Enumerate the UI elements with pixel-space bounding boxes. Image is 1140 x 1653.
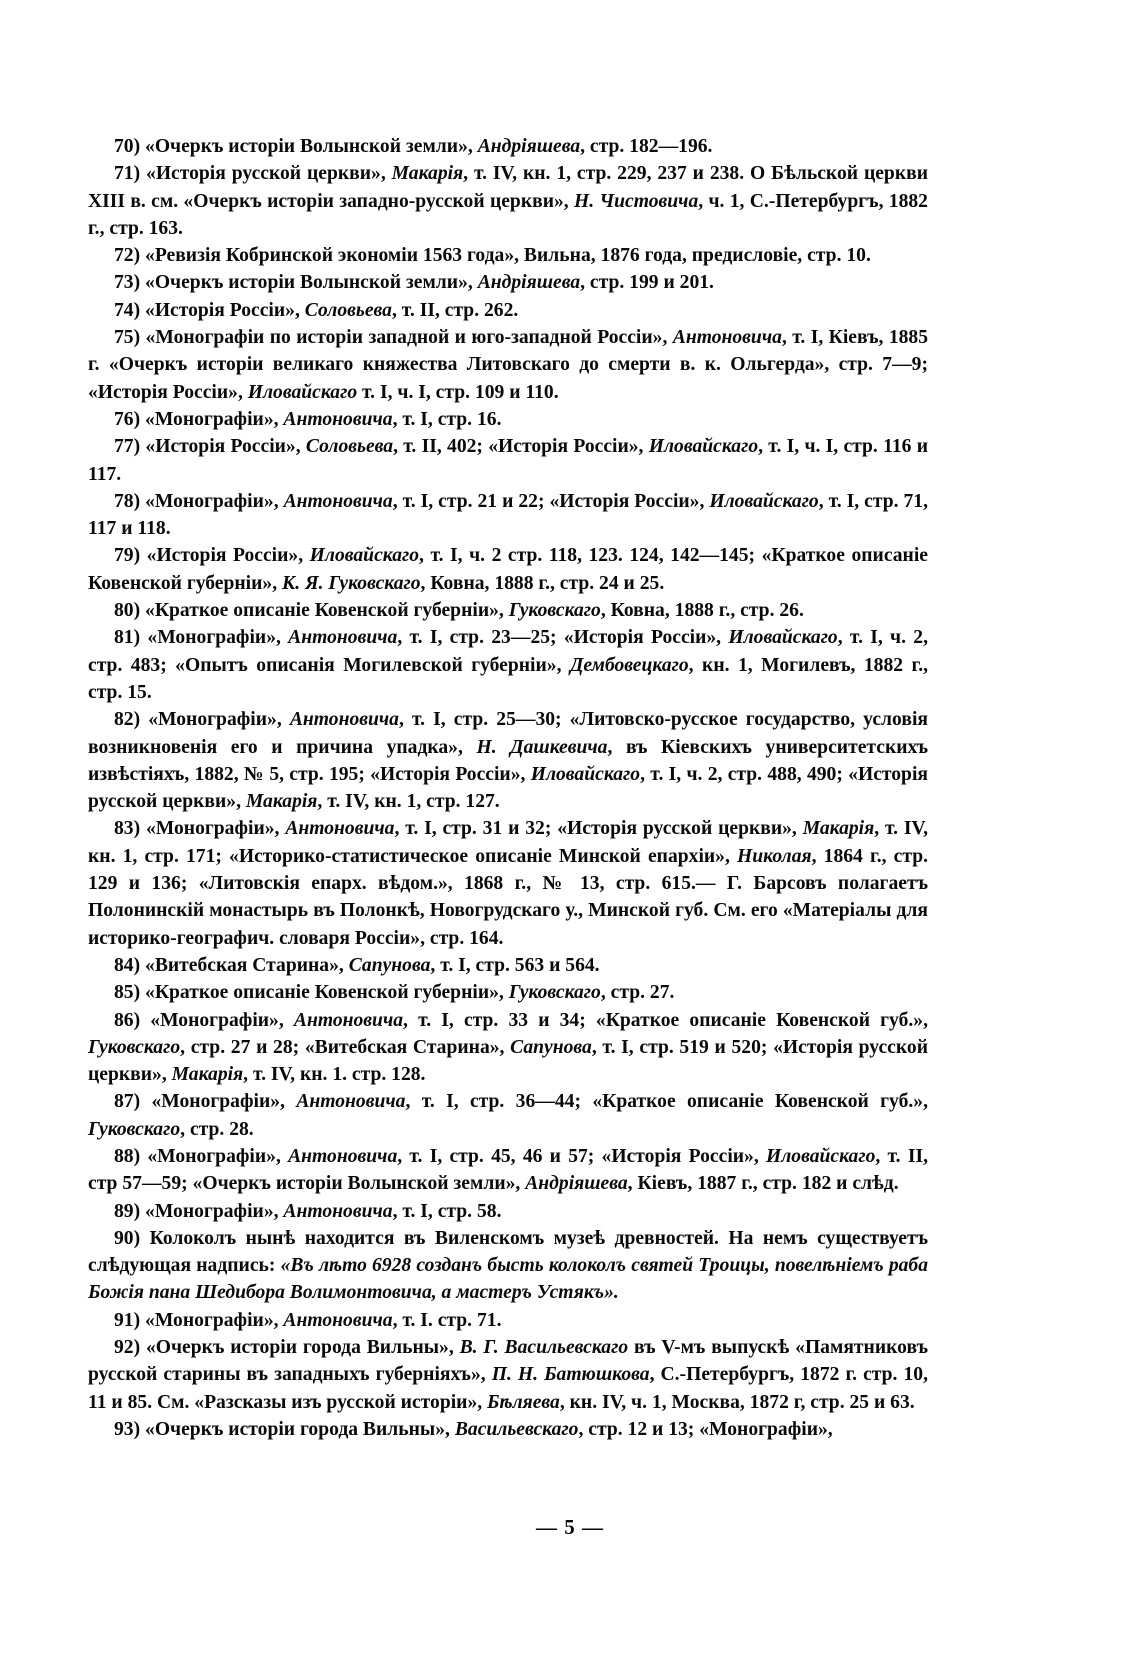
endnote-text: 70) «Очеркъ исторіи Волынской земли», — [114, 136, 478, 157]
endnotes-list — [88, 133, 928, 1443]
endnote — [88, 1416, 928, 1443]
endnote-text: , ч. 1, С.-Петербургъ, 1882 г., стр. 163. — [88, 190, 928, 239]
endnote-text: 73) «Очеркъ исторіи Волынской земли», — [114, 272, 478, 294]
endnote-text: 92) «Очеркъ исторіи города Вильны», — [114, 1337, 460, 1359]
endnote-text: 77) «Исторія Россіи», — [114, 436, 306, 458]
endnote-text: , т. II, стр. 262. — [391, 299, 519, 321]
endnote-text: , т. I, ч. 2, стр. 488, 490; «Исторія русской церкви», — [88, 763, 929, 813]
endnote-italic-text: Соловьева — [304, 299, 392, 321]
endnote-text: , въ Кіевскихъ университетскихъ извѣстіяхъ, 1882, № 5, стр. 195; «Исторія Россіи», — [88, 736, 929, 785]
endnote-italic-text: Иловайскаго — [728, 627, 838, 649]
endnote-text: 80) «Краткое описаніе Ковенской губерніи», — [114, 600, 509, 622]
endnote-text: , т. I, стр. 21 и 22; «Исторія Россіи», — [392, 490, 710, 512]
endnote-text: т. I, ч. I, стр. 109 и 110. — [357, 381, 559, 403]
endnote — [88, 1088, 928, 1143]
endnote-text: , т. I, ч. 2, стр. 483; «Опытъ описанія Могилевской губерніи», — [88, 627, 928, 676]
endnote-text: , стр. 199 и 201. — [580, 272, 714, 294]
endnote-italic-text: Николая — [737, 845, 812, 867]
endnote-text: , стр. 28. — [180, 1118, 254, 1140]
endnote-text: 89) «Монографіи», — [114, 1200, 284, 1222]
endnote-text: , т. I, стр. 58. — [392, 1200, 502, 1222]
endnote-italic-text: «Въ лѣто 6928 созданъ бысть колоколъ святей Троицы, повелѣніемъ раба Божія пана Шедибора Волимонтовича, а мастеръ Устякъ». — [88, 1255, 928, 1304]
endnote-text: 84) «Витебская Старина», — [114, 954, 349, 976]
endnote-text: , т. II, стр 57—59; «Очеркъ исторіи Волынской земли», — [88, 1145, 928, 1195]
endnote — [88, 488, 928, 543]
endnote-italic-text: Антоновича — [288, 627, 398, 649]
endnote-text: 71) «Исторія русской церкви», — [114, 163, 392, 185]
endnote — [88, 433, 928, 488]
endnote-italic-text: Антоновича — [672, 327, 782, 349]
endnote-italic-text: Сапунова — [348, 954, 431, 976]
endnote-text: , т. I, стр. 563 и 564. — [430, 954, 600, 976]
endnote-text: , т. I, стр. 16. — [392, 408, 502, 430]
endnote — [88, 269, 928, 296]
endnote-italic-text: Антоновича — [289, 709, 399, 731]
endnote-text: , стр. 182—196. — [580, 136, 713, 157]
endnote-text: , 1864 г., стр. 129 и 136; «Литовскія епарх. вѣдом.», 1868 г., № 13, стр. 615.— Г. Барсовъ полагаетъ Полонинскій монастырь въ Полонкѣ, Новогрудскаго у., Минской губ. См. его «Матеріалы для историко-географич. словаря Россіи», стр. 164. — [88, 845, 928, 949]
endnote — [88, 815, 928, 951]
endnote-italic-text: Н. Дашкевича — [476, 736, 608, 758]
endnote-italic-text: Гуковскаго — [88, 1118, 181, 1140]
endnote-text: , Ковна, 1888 г., стр. 26. — [600, 600, 804, 622]
endnote-text: 90) Колоколъ нынѣ находится въ Виленскомъ музеѣ древностей. На немъ существуетъ слѣдующая надпись: — [88, 1227, 928, 1277]
endnote-italic-text: П. Н. Батюшкова — [491, 1364, 650, 1386]
endnote-italic-text: Макарія — [802, 818, 875, 840]
endnote-text: , кн. IV, ч. 1, Москва, 1872 г, стр. 25 и 63. — [559, 1391, 915, 1413]
endnote-text: , т. IV, кн. 1, стр. 127. — [317, 791, 500, 813]
endnote — [88, 297, 928, 324]
endnote-text: 86) «Монографіи», — [114, 1009, 294, 1031]
endnote-text: , т. I. стр. 71. — [392, 1309, 502, 1331]
endnote-italic-text: Антоновича — [283, 408, 393, 430]
endnote — [88, 242, 928, 269]
endnote-italic-text: Антоновича — [283, 490, 393, 512]
endnote-text: 78) «Монографіи», — [114, 490, 284, 512]
endnote — [88, 160, 928, 242]
endnote-italic-text: Андріяшева — [525, 1173, 628, 1195]
endnote-text: , т. IV, кн. 1, стр. 171; «Историко-статистическое описаніе Минской епархіи», — [88, 818, 928, 867]
endnote-italic-text: Иловайскаго — [247, 381, 358, 403]
endnote-text: , т. IV, кн. 1, стр. 229, 237 и 238. О Бѣльской церкви XIII в. см. «Очеркъ исторіи западно-русской церкви», — [88, 163, 928, 212]
endnote-text: 75) «Монографіи по исторіи западной и юго-западной Россіи», — [114, 327, 673, 349]
endnote-italic-text: Дембовецкаго — [569, 654, 689, 676]
page-number: — 5 — — [536, 1515, 604, 1539]
endnote-text: , т. I, стр. 45, 46 и 57; «Исторія Россіи», — [397, 1145, 766, 1167]
endnote — [88, 1334, 928, 1416]
endnote-italic-text: Иловайскаго — [766, 1145, 876, 1167]
endnote-italic-text: Антоновича — [285, 818, 395, 840]
endnote-text: , т. I, стр. 71, 117 и 118. — [88, 490, 928, 540]
endnote-text: 82) «Монографіи», — [114, 709, 290, 731]
endnote-italic-text: В. Г. Васильевскаго — [459, 1337, 629, 1359]
endnote-text: , т. I, стр. 519 и 520; «Исторія русской церкви», — [88, 1036, 928, 1086]
endnote-italic-text: Соловьева — [305, 436, 394, 458]
endnote-text: , т. I, стр. 36—44; «Краткое описаніе Ковенской губ.», — [405, 1091, 928, 1113]
endnote-text: , т. I, стр. 23—25; «Исторія Россіи», — [397, 627, 729, 649]
endnote-text: 83) «Монографіи», — [114, 818, 286, 840]
endnote — [88, 952, 928, 979]
endnote — [88, 1007, 928, 1089]
endnote — [88, 597, 928, 624]
endnote-text: 93) «Очеркъ исторіи города Вильны», — [114, 1418, 455, 1440]
endnote-text: 76) «Монографіи», — [114, 408, 284, 430]
endnote-text: , стр. 27. — [600, 982, 675, 1004]
endnote — [88, 406, 928, 433]
endnote — [88, 1307, 928, 1334]
endnote-text: , Кіевъ, 1887 г., стр. 182 и слѣд. — [627, 1173, 899, 1195]
endnote-italic-text: Андріяшева — [477, 272, 581, 294]
endnote-text: въ V-мъ выпускѣ «Памятниковъ русской старины въ западныхъ губерніяхъ», — [88, 1337, 928, 1386]
endnote-italic-text: Антоновича — [296, 1091, 406, 1113]
endnote-text: , т. I, стр. 31 и 32; «Исторія русской церкви», — [394, 818, 803, 840]
endnote — [88, 1198, 928, 1225]
endnote — [88, 624, 928, 706]
endnote — [88, 706, 928, 815]
endnote-italic-text: Макарія — [391, 163, 464, 185]
endnote-italic-text: Антоновича — [293, 1009, 404, 1031]
endnote-italic-text: Иловайскаго — [530, 763, 641, 785]
endnote-text: 72) «Ревизія Кобринской экономіи 1563 года», Вильна, 1876 года, предисловіе, стр. 10. — [114, 245, 871, 267]
endnote-italic-text: Андріяшева — [477, 136, 581, 157]
endnote-italic-text: Антоновича — [288, 1145, 398, 1167]
endnote-italic-text: Васильевскаго — [454, 1418, 579, 1440]
endnote — [88, 979, 928, 1006]
endnote-italic-text: Гуковскаго — [88, 1036, 181, 1058]
endnote-text: , Ковна, 1888 г., стр. 24 и 25. — [420, 572, 665, 594]
endnote-text: , т. IV, кн. 1. стр. 128. — [243, 1064, 426, 1086]
endnote-text: , стр. 27 и 28; «Витебская Старина», — [180, 1036, 511, 1058]
endnote-italic-text: Иловайскаго — [309, 545, 420, 567]
endnote-text: , т. I, ч. 2 стр. 118, 123. 124, 142—145; «Краткое описаніе Ковенской губерніи», — [88, 545, 928, 594]
endnote-italic-text: Гуковскаго — [508, 600, 601, 622]
endnote-text: , С.-Петербургъ, 1872 г. стр. 10, 11 и 85. См. «Разсказы изъ русской исторіи», — [88, 1364, 928, 1413]
endnote-italic-text: Н. Чистовича — [574, 190, 699, 212]
endnote-italic-text: Иловайскаго — [648, 436, 759, 458]
endnote-italic-text: Антоновича — [283, 1200, 393, 1222]
endnote-text: 79) «Исторія Россіи», — [114, 545, 310, 567]
endnote-text: , т. I, Кіевъ, 1885 г. «Очеркъ исторіи великаго княжества Литовскаго до смерти в. к. Ольгерда», стр. 7—9; «Исторія Россіи», — [88, 327, 929, 403]
endnote-text: 85) «Краткое описаніе Ковенской губерніи», — [114, 982, 509, 1004]
endnote-italic-text: Бѣляева — [487, 1391, 560, 1413]
endnote-text: 87) «Монографіи», — [114, 1091, 297, 1113]
endnote-text: , кн. 1, Могилевъ, 1882 г., стр. 15. — [88, 654, 929, 703]
endnote — [88, 1225, 928, 1307]
endnote-text: 91) «Монографіи», — [114, 1309, 284, 1331]
endnote-italic-text: Гуковскаго — [508, 982, 601, 1004]
endnote-italic-text: Макарія — [245, 791, 318, 813]
endnote-text: 81) «Монографіи», — [114, 627, 289, 649]
endnote-italic-text: К. Я. Гуковскаго — [282, 572, 421, 594]
endnote-text: 74) «Исторія Россіи», — [114, 299, 305, 321]
endnote-text: , т. II, 402; «Исторія Россіи», — [393, 436, 649, 458]
endnote-italic-text: Сапунова — [510, 1036, 592, 1058]
endnote-text: , стр. 12 и 13; «Монографіи», — [578, 1418, 833, 1440]
endnote-text: 88) «Монографіи», — [114, 1145, 289, 1167]
endnote — [88, 542, 928, 597]
endnote-italic-text: Антоновича — [283, 1309, 393, 1331]
endnote-text: , т. I, стр. 25—30; «Литовско-русское государство, условія возникновенія его и причина упадка», — [88, 709, 928, 758]
endnote — [88, 324, 928, 406]
endnote-italic-text: Макарія — [171, 1064, 244, 1086]
endnote-text: , т. I, стр. 33 и 34; «Краткое описаніе Ковенской губ.», — [403, 1009, 928, 1031]
endnote-italic-text: Иловайскаго — [709, 490, 819, 512]
endnote — [88, 1143, 928, 1198]
endnote — [88, 133, 928, 160]
endnote-text: , т. I, ч. I, стр. 116 и 117. — [88, 436, 928, 485]
